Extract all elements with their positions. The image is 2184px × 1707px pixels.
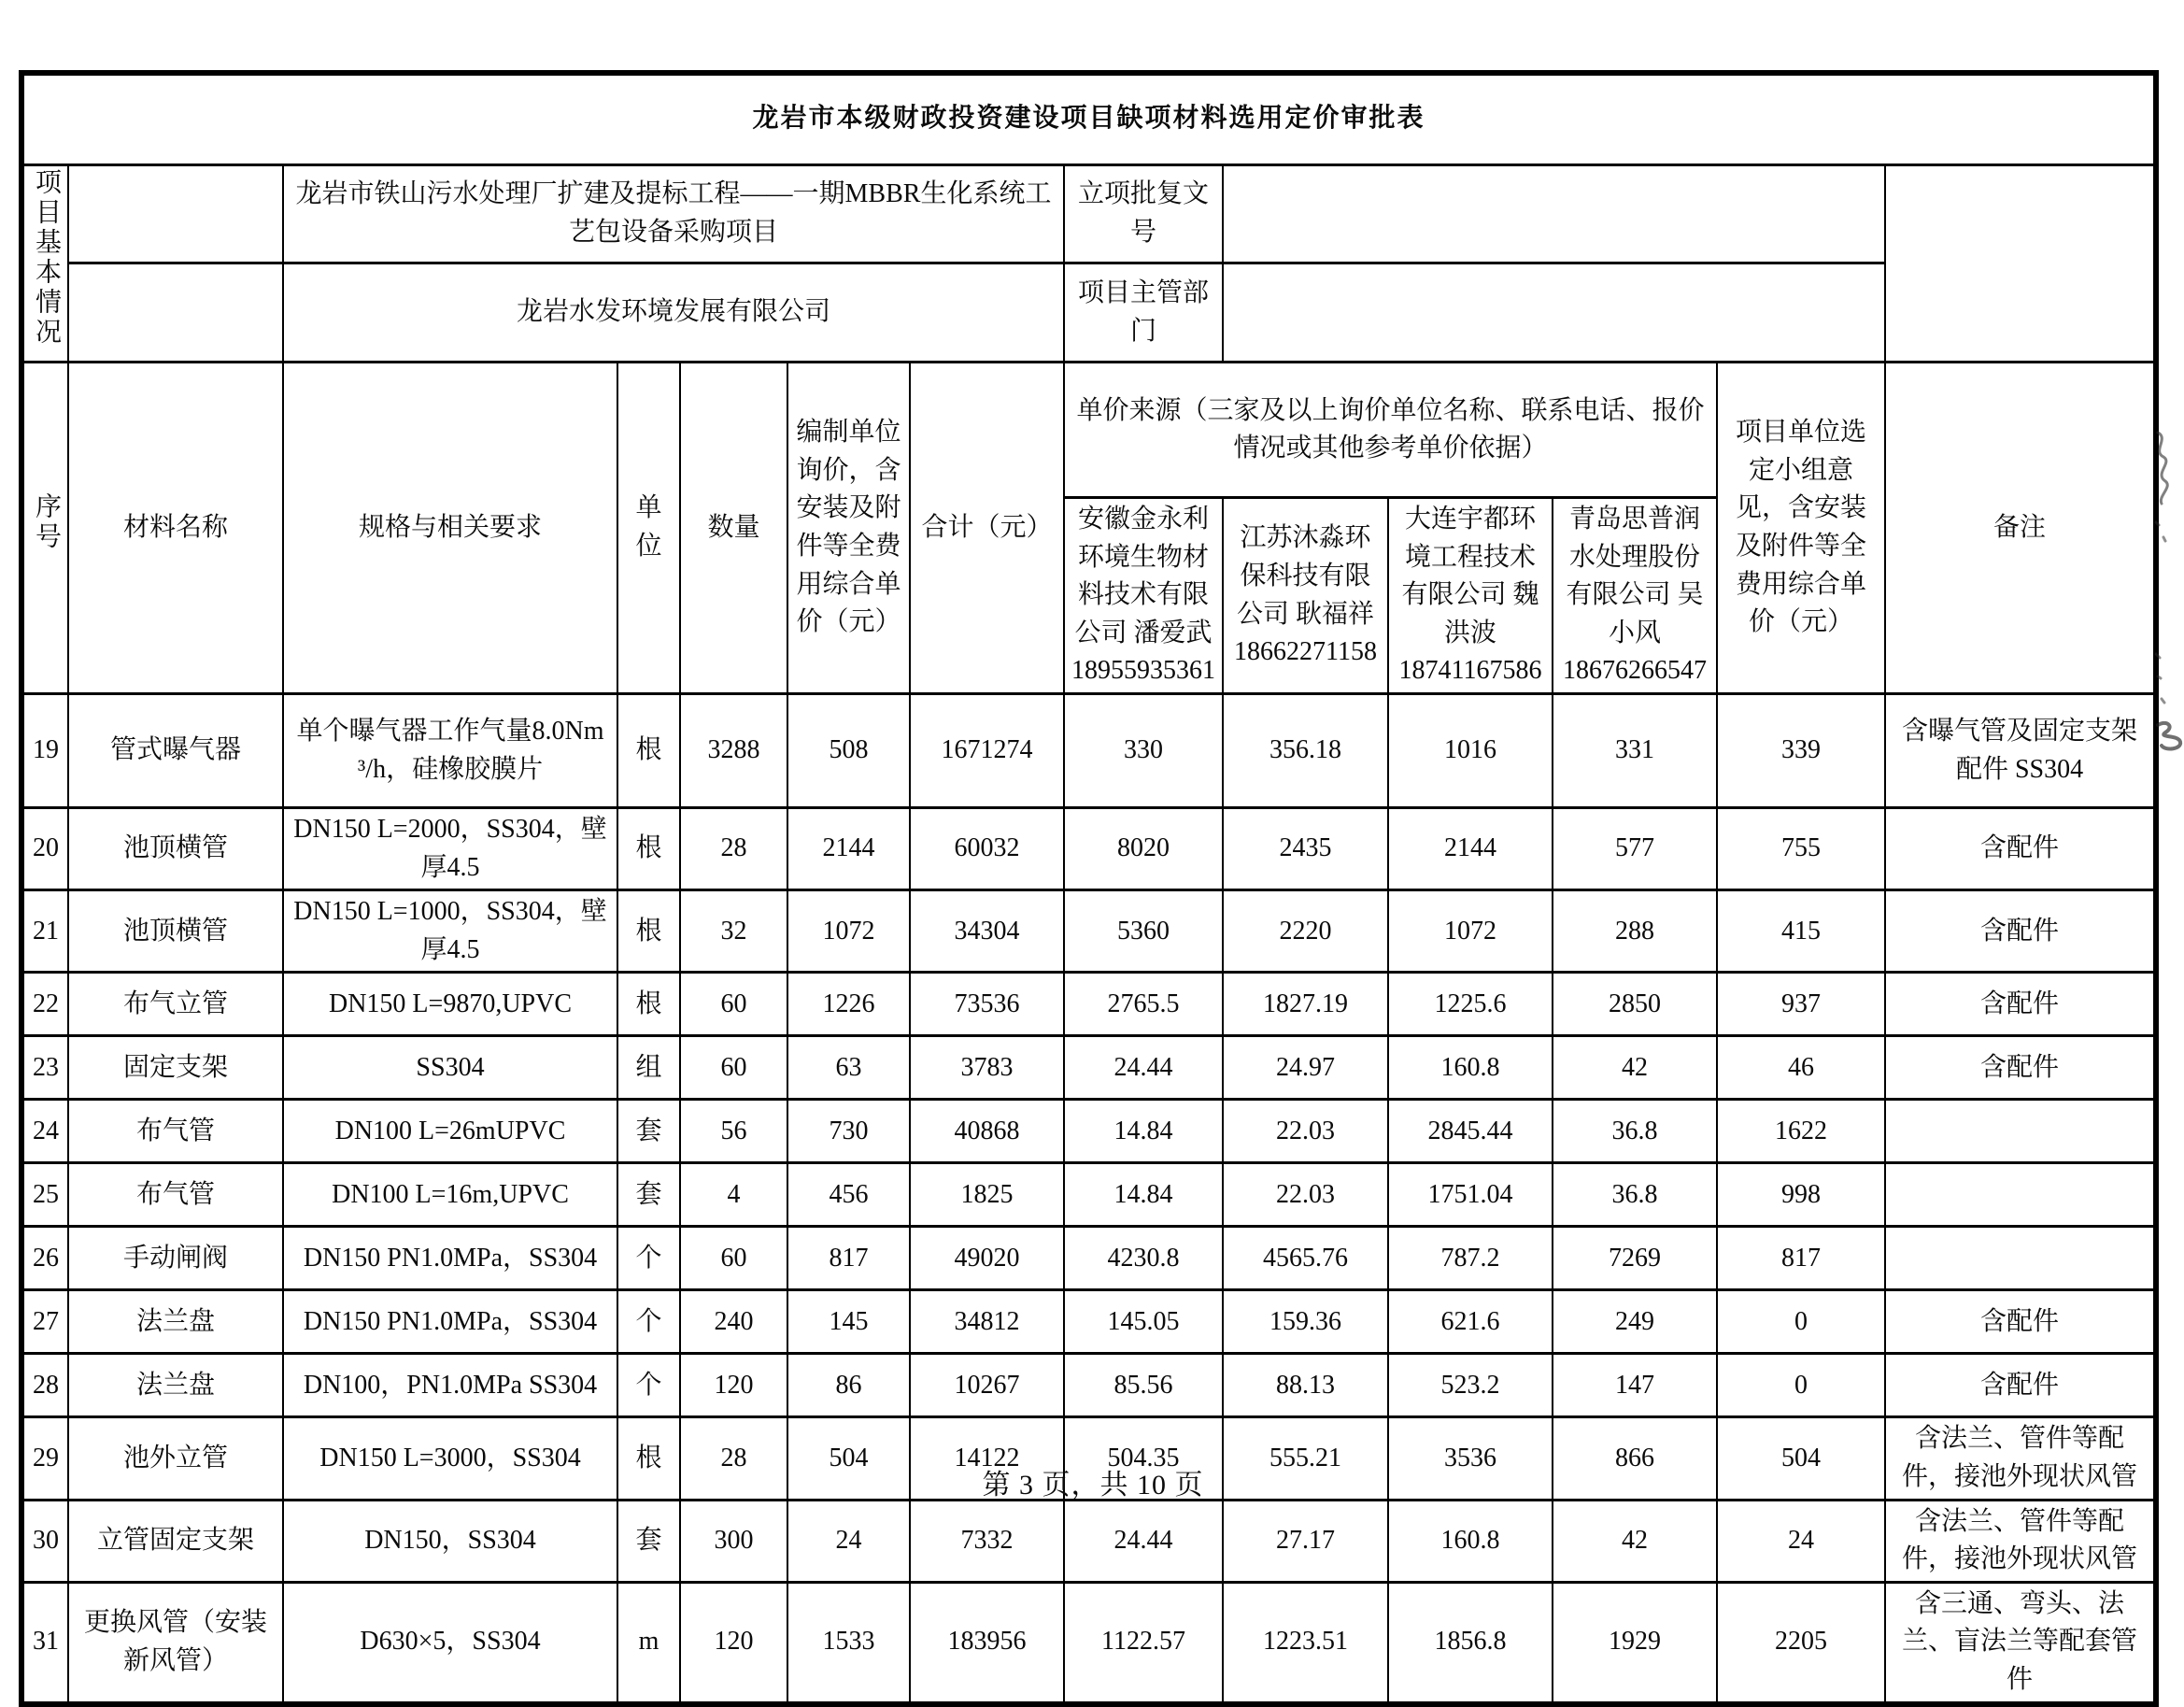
cell-unit: 个	[617, 1354, 680, 1417]
cell-budget-price: 24	[787, 1500, 910, 1582]
cell-budget-price: 508	[787, 694, 910, 808]
cell-vendor1-price: 14.84	[1064, 1100, 1223, 1163]
cell-vendor1-price: 24.44	[1064, 1500, 1223, 1582]
cell-material-name: 池顶横管	[68, 808, 283, 890]
cell-vendor4-price: 42	[1553, 1036, 1717, 1100]
cell-material-name: 法兰盘	[68, 1290, 283, 1354]
page-number-footer: 第 3 页，共 10 页	[982, 1470, 1204, 1501]
cell-budget-price: 86	[787, 1354, 910, 1417]
cell-vendor4-price: 7269	[1553, 1227, 1717, 1290]
material-row	[21, 1163, 2156, 1227]
cell-total: 1671274	[910, 694, 1064, 808]
cell-material-name: 池外立管	[68, 1417, 283, 1500]
cell-vendor3-price: 1856.8	[1388, 1582, 1553, 1703]
cell-vendor1-price: 504.35	[1064, 1417, 1223, 1500]
project-info-row-2	[21, 263, 2156, 363]
cell-vendor2-price: 356.18	[1223, 694, 1388, 808]
cell-qty: 3288	[680, 694, 787, 808]
project-info-row-1	[21, 164, 2156, 263]
cell-vendor3-price: 1751.04	[1388, 1163, 1553, 1227]
cell-vendor2-price: 27.17	[1223, 1500, 1388, 1582]
vendor-phone: 18741167586	[1398, 656, 1542, 686]
cell-spec: DN150 PN1.0MPa，SS304	[283, 1290, 617, 1354]
cell-selected-price: 998	[1717, 1163, 1885, 1227]
vendor-phone: 18955935361	[1071, 656, 1215, 686]
cell-vendor2-price: 555.21	[1223, 1417, 1388, 1500]
cell-selected-price: 817	[1717, 1227, 1885, 1290]
cell-qty: 4	[680, 1163, 787, 1227]
cell-qty: 60	[680, 1227, 787, 1290]
cell-no: 21	[21, 890, 68, 973]
cell-material-name: 池顶横管	[68, 890, 283, 973]
cell-remark: 含三通、弯头、法兰、盲法兰等配套管件	[1885, 1582, 2156, 1703]
cell-unit: 套	[617, 1500, 680, 1582]
vendor-phone: 18662271158	[1234, 637, 1377, 667]
col-header-unit: 单位	[617, 363, 680, 694]
cell-vendor3-price: 1225.6	[1388, 973, 1553, 1036]
cell-vendor1-price: 145.05	[1064, 1290, 1223, 1354]
cell-vendor2-price: 2435	[1223, 808, 1388, 890]
cell-selected-price: 415	[1717, 890, 1885, 973]
cell-spec: DN150 L=3000，SS304	[283, 1417, 617, 1500]
cell-vendor2-price: 22.03	[1223, 1100, 1388, 1163]
cell-unit: 个	[617, 1227, 680, 1290]
cell-budget-price: 1072	[787, 890, 910, 973]
cell-vendor2-price: 22.03	[1223, 1163, 1388, 1227]
cell-qty: 32	[680, 890, 787, 973]
cell-no: 29	[21, 1417, 68, 1500]
cell-vendor2-price: 1223.51	[1223, 1582, 1388, 1703]
cell-selected-price: 0	[1717, 1354, 1885, 1417]
cell-remark: 含配件	[1885, 890, 2156, 973]
cell-no: 19	[21, 694, 68, 808]
cell-vendor3-price: 2845.44	[1388, 1100, 1553, 1163]
cell-unit: 根	[617, 694, 680, 808]
cell-vendor1-price: 4230.8	[1064, 1227, 1223, 1290]
cell-unit: 套	[617, 1163, 680, 1227]
material-row	[21, 808, 2156, 890]
material-row	[21, 973, 2156, 1036]
cell-vendor1-price: 1122.57	[1064, 1582, 1223, 1703]
cell-vendor4-price: 36.8	[1553, 1100, 1717, 1163]
cell-remark: 含法兰、管件等配件，接池外现状风管	[1885, 1500, 2156, 1582]
cell-selected-price: 0	[1717, 1290, 1885, 1354]
col-header-no: 序号	[21, 363, 68, 694]
col-header-selected-price: 项目单位选定小组意见，含安装及附件等全费用综合单价（元）	[1717, 363, 1885, 694]
cell-budget-price: 504	[787, 1417, 910, 1500]
cell-no: 24	[21, 1100, 68, 1163]
cell-vendor2-price: 24.97	[1223, 1036, 1388, 1100]
cell-total: 40868	[910, 1100, 1064, 1163]
cell-budget-price: 730	[787, 1100, 910, 1163]
cell-vendor4-price: 249	[1553, 1290, 1717, 1354]
cell-remark: 含配件	[1885, 973, 2156, 1036]
cell-budget-price: 817	[787, 1227, 910, 1290]
cell-vendor1-price: 8020	[1064, 808, 1223, 890]
vendor-header-1	[1064, 498, 1223, 694]
cell-unit: 根	[617, 973, 680, 1036]
cell-vendor1-price: 14.84	[1064, 1163, 1223, 1227]
cell-no: 27	[21, 1290, 68, 1354]
cell-remark: 含配件	[1885, 1354, 2156, 1417]
col-header-remark: 备注	[1885, 363, 2156, 694]
cell-material-name: 法兰盘	[68, 1354, 283, 1417]
cell-material-name: 布气立管	[68, 973, 283, 1036]
cell-vendor4-price: 147	[1553, 1354, 1717, 1417]
cell-selected-price: 504	[1717, 1417, 1885, 1500]
cell-vendor4-price: 866	[1553, 1417, 1717, 1500]
cell-vendor1-price: 330	[1064, 694, 1223, 808]
cell-qty: 60	[680, 973, 787, 1036]
cell-material-name: 管式曝气器	[68, 694, 283, 808]
col-header-material: 材料名称	[68, 363, 283, 694]
info-blank-cell	[68, 164, 283, 263]
cell-vendor4-price: 2850	[1553, 973, 1717, 1036]
cell-spec: DN150 L=2000，SS304，壁厚4.5	[283, 808, 617, 890]
cell-spec: DN100 L=26mUPVC	[283, 1100, 617, 1163]
material-row	[21, 694, 2156, 808]
cell-budget-price: 63	[787, 1036, 910, 1100]
cell-vendor2-price: 88.13	[1223, 1354, 1388, 1417]
cell-total: 1825	[910, 1163, 1064, 1227]
approval-doc-number-label: 立项批复文号	[1064, 164, 1223, 263]
cell-vendor3-price: 2144	[1388, 808, 1553, 890]
cell-total: 34812	[910, 1290, 1064, 1354]
cell-spec: DN150 L=9870,UPVC	[283, 973, 617, 1036]
cell-vendor1-price: 5360	[1064, 890, 1223, 973]
cell-vendor3-price: 1016	[1388, 694, 1553, 808]
cell-total: 7332	[910, 1500, 1064, 1582]
cell-no: 25	[21, 1163, 68, 1227]
cell-total: 73536	[910, 973, 1064, 1036]
cell-material-name: 固定支架	[68, 1036, 283, 1100]
cell-material-name: 立管固定支架	[68, 1500, 283, 1582]
cell-vendor3-price: 3536	[1388, 1417, 1553, 1500]
cell-remark	[1885, 1100, 2156, 1163]
project-info-section-label: 项目基本情况	[21, 164, 68, 363]
vendor-name: 安徽金永利环境生物材料技术有限公司 潘爱武	[1074, 505, 1213, 647]
material-row	[21, 1582, 2156, 1703]
cell-unit: 根	[617, 808, 680, 890]
cell-unit: 个	[617, 1290, 680, 1354]
vendor-header-3	[1388, 498, 1553, 694]
page-title: 龙岩市本级财政投资建设项目缺项材料选用定价审批表	[21, 73, 2156, 164]
cell-remark: 含配件	[1885, 808, 2156, 890]
cell-material-name: 布气管	[68, 1100, 283, 1163]
cell-vendor3-price: 523.2	[1388, 1354, 1553, 1417]
cell-vendor1-price: 24.44	[1064, 1036, 1223, 1100]
col-header-budget-price: 编制单位询价，含安装及附件等全费用综合单价（元）	[787, 363, 910, 694]
vendor-name: 江苏沐淼环保科技有限公司 耿福祥	[1236, 523, 1374, 629]
cell-vendor4-price: 577	[1553, 808, 1717, 890]
project-department-label: 项目主管部门	[1064, 263, 1223, 363]
cell-qty: 60	[680, 1036, 787, 1100]
cell-qty: 28	[680, 808, 787, 890]
col-header-price-source-group: 单价来源（三家及以上询价单位名称、联系电话、报价情况或其他参考单价依据）	[1064, 363, 1717, 498]
cell-total: 10267	[910, 1354, 1064, 1417]
cell-vendor2-price: 2220	[1223, 890, 1388, 973]
handwritten-annotation-icon	[2145, 425, 2182, 565]
column-header-row	[21, 363, 2156, 498]
cell-unit: 组	[617, 1036, 680, 1100]
cell-qty: 56	[680, 1100, 787, 1163]
cell-unit: 根	[617, 1417, 680, 1500]
cell-vendor3-price: 1072	[1388, 890, 1553, 973]
material-row	[21, 1500, 2156, 1582]
cell-total: 49020	[910, 1227, 1064, 1290]
cell-vendor4-price: 288	[1553, 890, 1717, 973]
cell-no: 30	[21, 1500, 68, 1582]
cell-qty: 120	[680, 1582, 787, 1703]
cell-vendor4-price: 1929	[1553, 1582, 1717, 1703]
cell-spec: DN150 L=1000，SS304，壁厚4.5	[283, 890, 617, 973]
cell-vendor3-price: 787.2	[1388, 1227, 1553, 1290]
vendor-name: 青岛思普润水处理股份有限公司 吴小风	[1566, 505, 1704, 647]
cell-no: 28	[21, 1354, 68, 1417]
cell-vendor2-price: 4565.76	[1223, 1227, 1388, 1290]
cell-selected-price: 24	[1717, 1500, 1885, 1582]
cell-vendor4-price: 42	[1553, 1500, 1717, 1582]
cell-selected-price: 1622	[1717, 1100, 1885, 1163]
cell-unit: 套	[617, 1100, 680, 1163]
material-row	[21, 890, 2156, 973]
cell-spec: DN150 PN1.0MPa，SS304	[283, 1227, 617, 1290]
cell-material-name: 更换风管（安装新风管）	[68, 1582, 283, 1703]
vendor-header-4	[1553, 498, 1717, 694]
handwritten-annotation-icon	[2147, 645, 2184, 766]
cell-total: 60032	[910, 808, 1064, 890]
cell-total: 183956	[910, 1582, 1064, 1703]
material-row	[21, 1354, 2156, 1417]
col-header-total: 合计（元）	[910, 363, 1064, 694]
cell-no: 22	[21, 973, 68, 1036]
col-header-spec: 规格与相关要求	[283, 363, 617, 694]
cell-spec: SS304	[283, 1036, 617, 1100]
cell-spec: 单个曝气器工作气量8.0Nm³/h，硅橡胶膜片	[283, 694, 617, 808]
cell-spec: DN100，PN1.0MPa SS304	[283, 1354, 617, 1417]
cell-selected-price: 2205	[1717, 1582, 1885, 1703]
cell-remark	[1885, 1163, 2156, 1227]
approval-doc-number-value	[1223, 164, 1885, 263]
cell-total: 14122	[910, 1417, 1064, 1500]
cell-vendor3-price: 621.6	[1388, 1290, 1553, 1354]
project-department-value	[1223, 263, 1885, 363]
project-owner-company: 龙岩水发环境发展有限公司	[283, 263, 1064, 363]
cell-spec: DN100 L=16m,UPVC	[283, 1163, 617, 1227]
cell-total: 3783	[910, 1036, 1064, 1100]
cell-no: 20	[21, 808, 68, 890]
cell-vendor2-price: 159.36	[1223, 1290, 1388, 1354]
cell-material-name: 布气管	[68, 1163, 283, 1227]
cell-remark: 含配件	[1885, 1290, 2156, 1354]
cell-spec: D630×5，SS304	[283, 1582, 617, 1703]
cell-remark: 含配件	[1885, 1036, 2156, 1100]
cell-selected-price: 339	[1717, 694, 1885, 808]
info-blank-cell	[68, 263, 283, 363]
cell-selected-price: 937	[1717, 973, 1885, 1036]
project-name: 龙岩市铁山污水处理厂扩建及提标工程——一期MBBR生化系统工艺包设备采购项目	[283, 164, 1064, 263]
material-row	[21, 1227, 2156, 1290]
cell-budget-price: 456	[787, 1163, 910, 1227]
material-row	[21, 1290, 2156, 1354]
material-rows	[21, 694, 2156, 1704]
cell-vendor1-price: 85.56	[1064, 1354, 1223, 1417]
vendor-phone: 18676266547	[1563, 656, 1707, 686]
cell-qty: 28	[680, 1417, 787, 1500]
cell-vendor1-price: 2765.5	[1064, 973, 1223, 1036]
vendor-name: 大连宇都环境工程技术有限公司 魏洪波	[1401, 505, 1539, 647]
cell-vendor2-price: 1827.19	[1223, 973, 1388, 1036]
cell-qty: 120	[680, 1354, 787, 1417]
cell-vendor3-price: 160.8	[1388, 1036, 1553, 1100]
cell-no: 23	[21, 1036, 68, 1100]
material-row	[21, 1036, 2156, 1100]
title-row	[21, 73, 2156, 164]
vendor-header-2	[1223, 498, 1388, 694]
cell-remark	[1885, 1227, 2156, 1290]
cell-vendor4-price: 36.8	[1553, 1163, 1717, 1227]
cell-spec: DN150，SS304	[283, 1500, 617, 1582]
cell-budget-price: 1533	[787, 1582, 910, 1703]
cell-unit: 根	[617, 890, 680, 973]
material-row	[21, 1100, 2156, 1163]
cell-qty: 240	[680, 1290, 787, 1354]
cell-remark: 含曝气管及固定支架配件 SS304	[1885, 694, 2156, 808]
cell-vendor4-price: 331	[1553, 694, 1717, 808]
cell-qty: 300	[680, 1500, 787, 1582]
cell-vendor3-price: 160.8	[1388, 1500, 1553, 1582]
col-header-qty: 数量	[680, 363, 787, 694]
cell-selected-price: 46	[1717, 1036, 1885, 1100]
header-section	[21, 73, 2156, 694]
cell-material-name: 手动闸阀	[68, 1227, 283, 1290]
cell-no: 31	[21, 1582, 68, 1703]
cell-budget-price: 145	[787, 1290, 910, 1354]
cell-budget-price: 1226	[787, 973, 910, 1036]
cell-remark: 含法兰、管件等配件，接池外现状风管	[1885, 1417, 2156, 1500]
cell-selected-price: 755	[1717, 808, 1885, 890]
cell-unit: m	[617, 1582, 680, 1703]
cell-no: 26	[21, 1227, 68, 1290]
cell-total: 34304	[910, 890, 1064, 973]
cell-budget-price: 2144	[787, 808, 910, 890]
